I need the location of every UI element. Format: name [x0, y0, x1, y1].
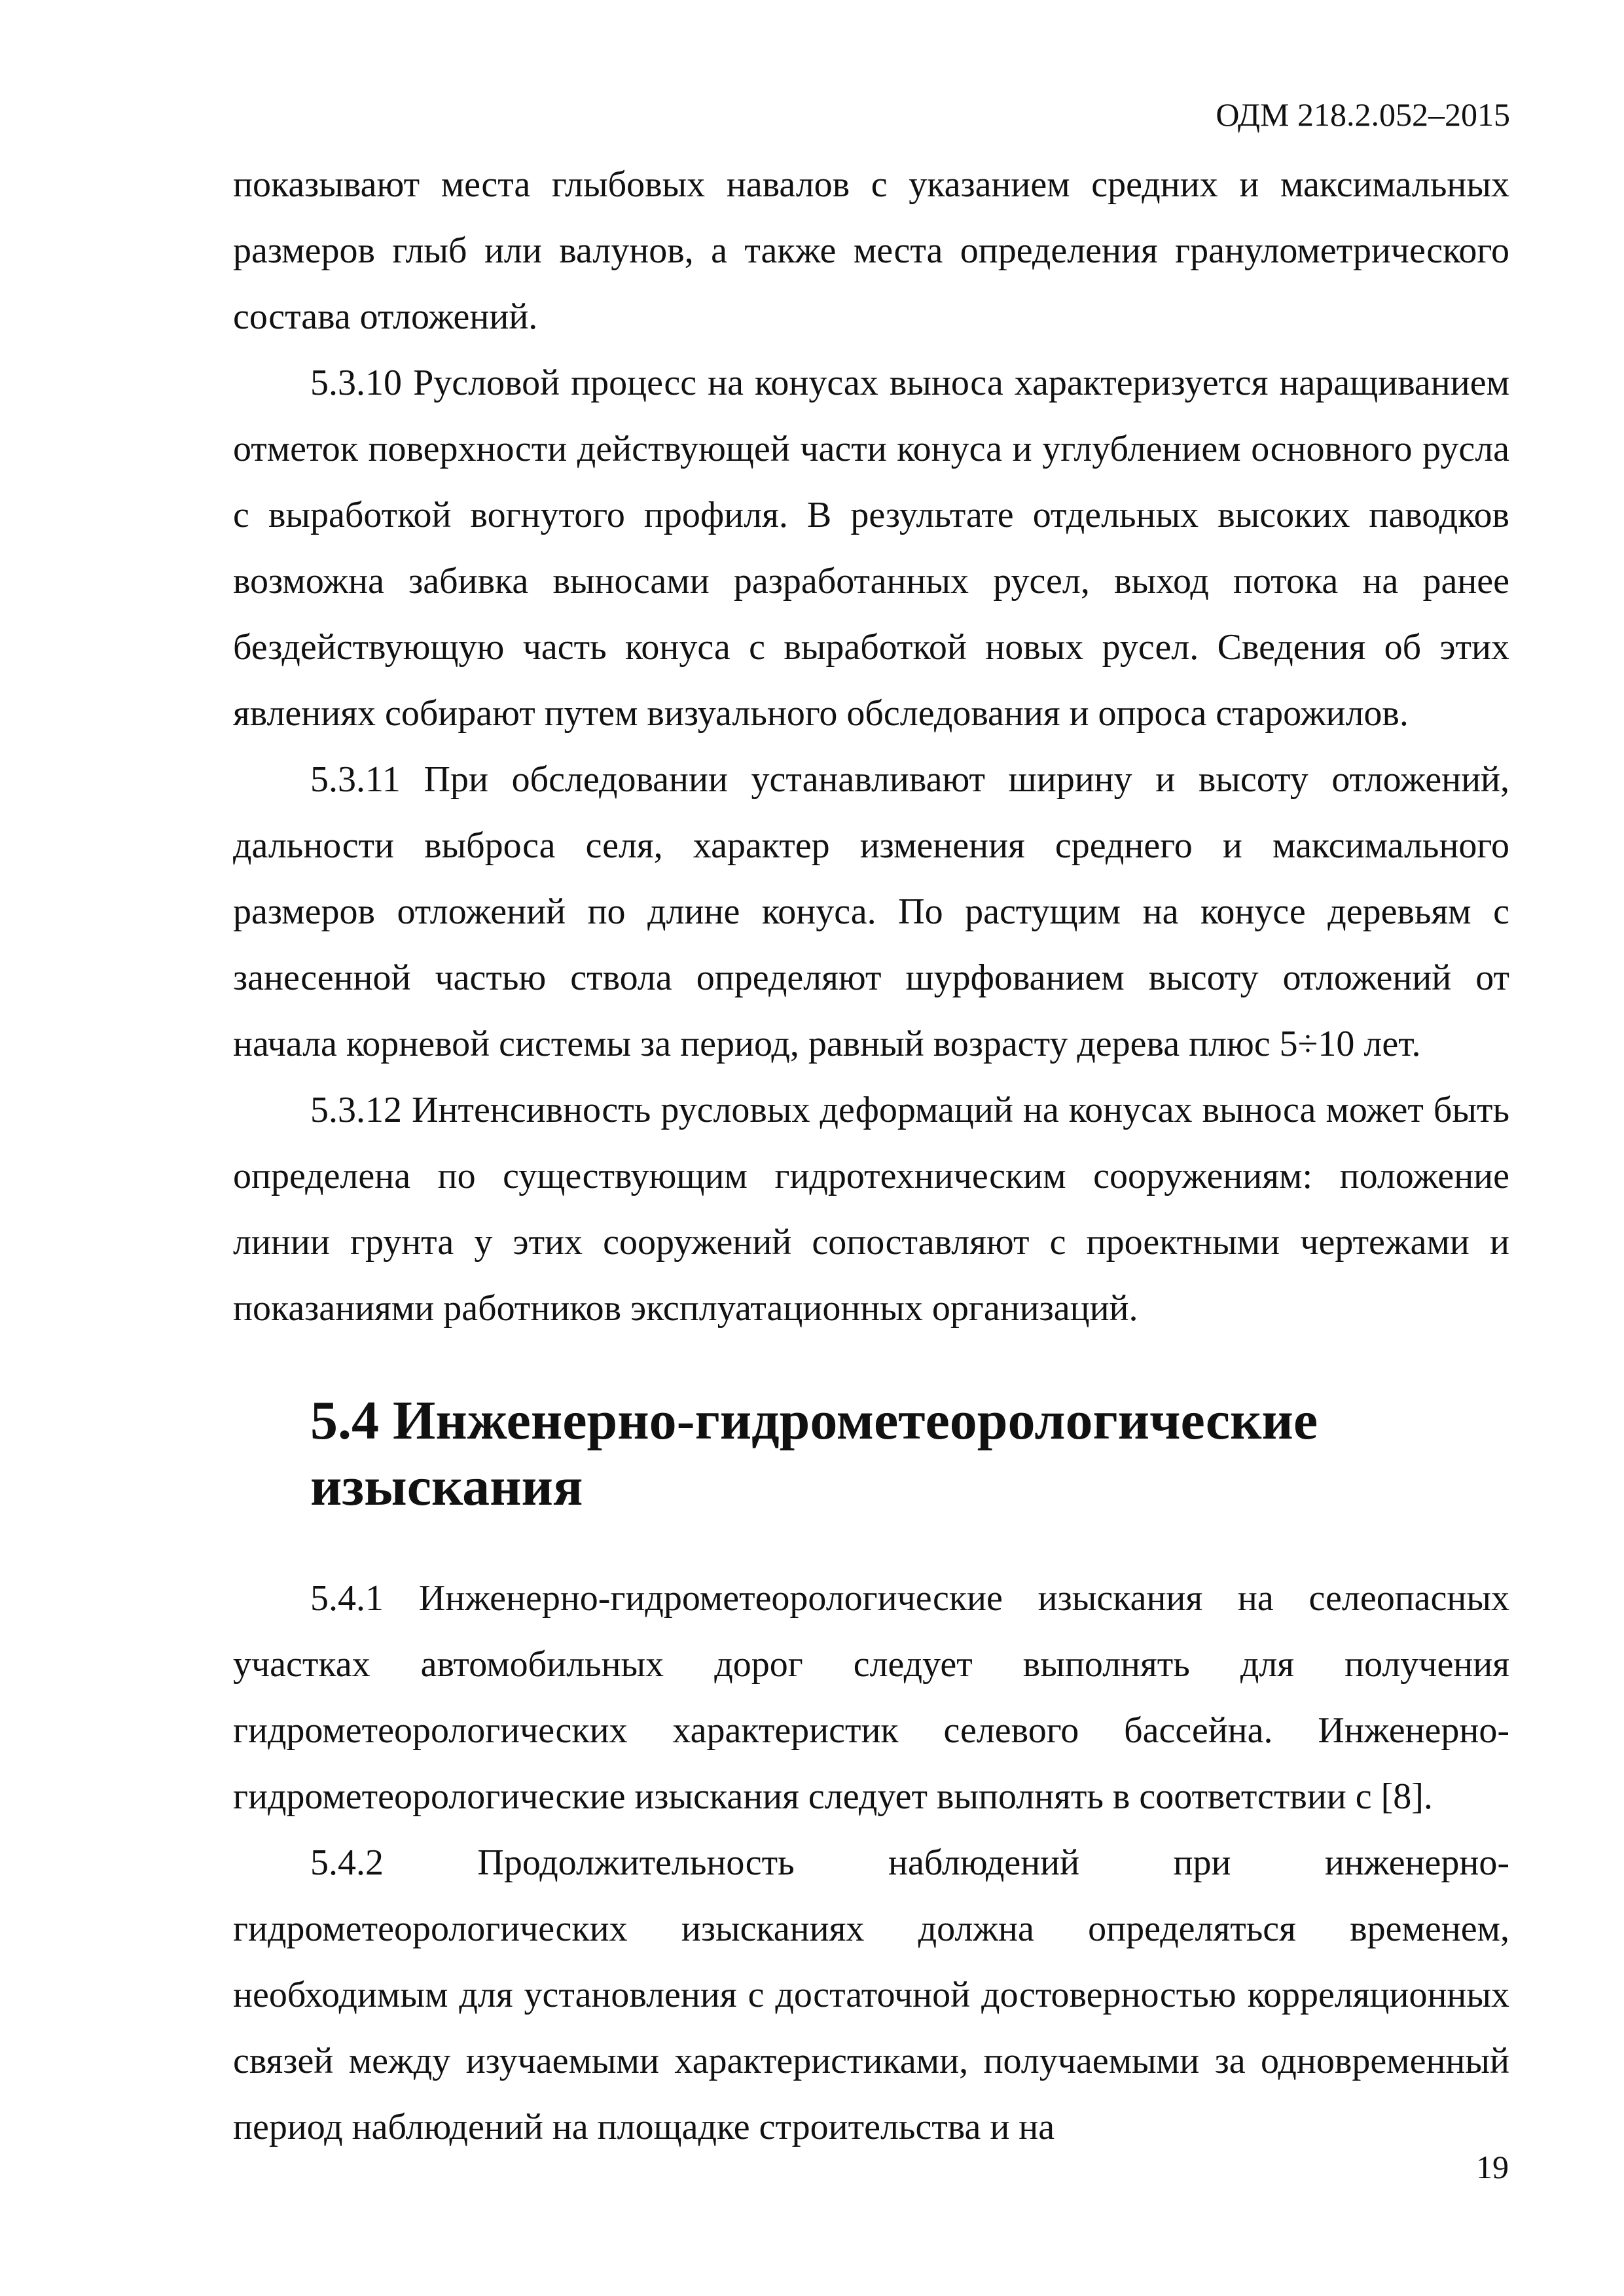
page-body	[233, 152, 1509, 2161]
paragraph-5-3-10: 5.3.10 Русловой процесс на конусах выноса характеризуется наращиванием отметок поверхности действующей части конуса и углублением основного русла с выработкой вогнутого профиля. В результате отдельных высоких паводков возможна забивка выносами разработанных русел, выход потока на ранее бездействующую часть конуса с выработкой новых русел. Сведения об этих явлениях собирают путем визуального обследования и опроса старожилов.	[233, 363, 1509, 734]
section-heading-5-4: 5.4 Инженерно-гидрометеорологические изыскания	[310, 1390, 1318, 1517]
page-number: 19	[1476, 2149, 1509, 2185]
paragraph-5-4-1: 5.4.1 Инженерно-гидрометеорологические изыскания на селеопасных участках автомобильных дорог следует выполнять для получения гидрометеорологических характеристик селевого бассейна. Инженерно-гидрометеорологические изыскания следует выполнять в соответствии с [8].	[233, 1578, 1509, 1817]
paragraph-continuation: показывают места глыбовых навалов с указанием средних и максимальных размеров глыб или валунов, а также места определения гранулометрического состава отложений.	[233, 164, 1509, 337]
paragraph-5-3-12: 5.3.12 Интенсивность русловых деформаций на конусах выноса может быть определена по существующим гидротехническим сооружениям: положение линии грунта у этих сооружений сопоставляют с проектными чертежами и показаниями работников эксплуатационных организаций.	[233, 1090, 1509, 1329]
paragraph-5-4-2: 5.4.2 Продолжительность наблюдений при инженерно-гидрометеорологических изысканиях должна определяться временем, необходимым для установления с достаточной достоверностью корреляционных связей между изучаемыми характеристиками, получаемыми за одновременный период наблюдений на площадке строительства и на	[233, 1842, 1509, 2147]
paragraph-5-3-11: 5.3.11 При обследовании устанавливают ширину и высоту отложений, дальности выброса селя, характер изменения среднего и максимального размеров отложений по длине конуса. По растущим на конусе деревьям с занесенной частью ствола определяют шурфованием высоту отложений от начала корневой системы за период, равный возрасту дерева плюс 5÷10 лет.	[233, 759, 1509, 1064]
document-code: ОДМ 218.2.052–2015	[1216, 96, 1510, 133]
